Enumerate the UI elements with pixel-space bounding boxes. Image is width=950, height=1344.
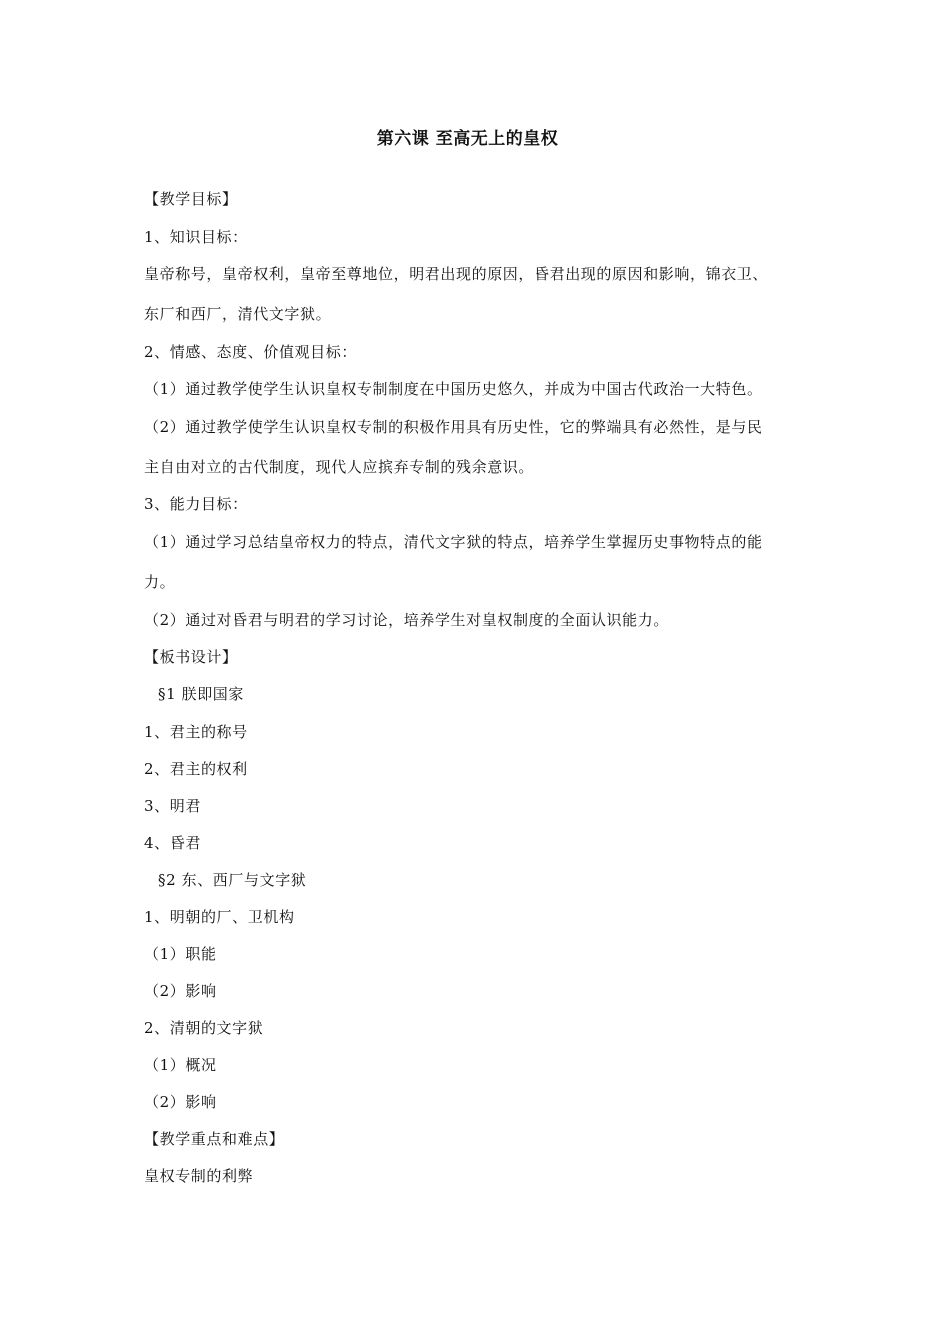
paragraph-line: 4、昏君 (144, 834, 201, 852)
paragraph-line: 3、明君 (144, 797, 201, 815)
paragraph-line: （2）通过对昏君与明君的学习讨论，培养学生对皇权制度的全面认识能力。 (144, 611, 669, 629)
paragraph-line: （2）影响 (144, 982, 217, 1000)
paragraph-line: 2、清朝的文字狱 (144, 1019, 264, 1037)
paragraph-line: 1、知识目标： (144, 228, 248, 246)
paragraph-line: §2 东、西厂与文字狱 (158, 871, 307, 889)
paragraph-line: 主自由对立的古代制度，现代人应摈弃专制的残余意识。 (144, 458, 535, 476)
section-heading-board-design: 【板书设计】 (144, 648, 238, 666)
paragraph-line: （1）通过教学使学生认识皇权专制制度在中国历史悠久，并成为中国古代政治一大特色。 (144, 380, 763, 398)
paragraph-line: （2）影响 (144, 1093, 217, 1111)
paragraph-line: （1）通过学习总结皇帝权力的特点，清代文字狱的特点，培养学生掌握历史事物特点的能 (144, 533, 763, 551)
paragraph-line: 1、君主的称号 (144, 723, 248, 741)
section-heading-objectives: 【教学目标】 (144, 190, 238, 208)
paragraph-line: 皇权专制的利弊 (144, 1167, 254, 1185)
paragraph-line: 东厂和西厂，清代文字狱。 (144, 305, 332, 323)
paragraph-line: 1、明朝的厂、卫机构 (144, 908, 295, 926)
paragraph-line: §1 朕即国家 (158, 685, 245, 703)
paragraph-line: （1）概况 (144, 1056, 217, 1074)
paragraph-line: （2）通过教学使学生认识皇权专制的积极作用具有历史性，它的弊端具有必然性，是与民 (144, 418, 763, 436)
paragraph-line: 2、情感、态度、价值观目标： (144, 343, 357, 361)
paragraph-line: 力。 (144, 573, 176, 591)
paragraph-line: 皇帝称号，皇帝权利，皇帝至尊地位，明君出现的原因，昏君出现的原因和影响，锦衣卫、 (144, 265, 769, 283)
paragraph-line: （1）职能 (144, 945, 217, 963)
paragraph-line: 3、能力目标： (144, 495, 248, 513)
document-title: 第六课 至高无上的皇权 (376, 129, 559, 149)
paragraph-line: 2、君主的权利 (144, 760, 248, 778)
section-heading-key-points: 【教学重点和难点】 (144, 1130, 285, 1148)
